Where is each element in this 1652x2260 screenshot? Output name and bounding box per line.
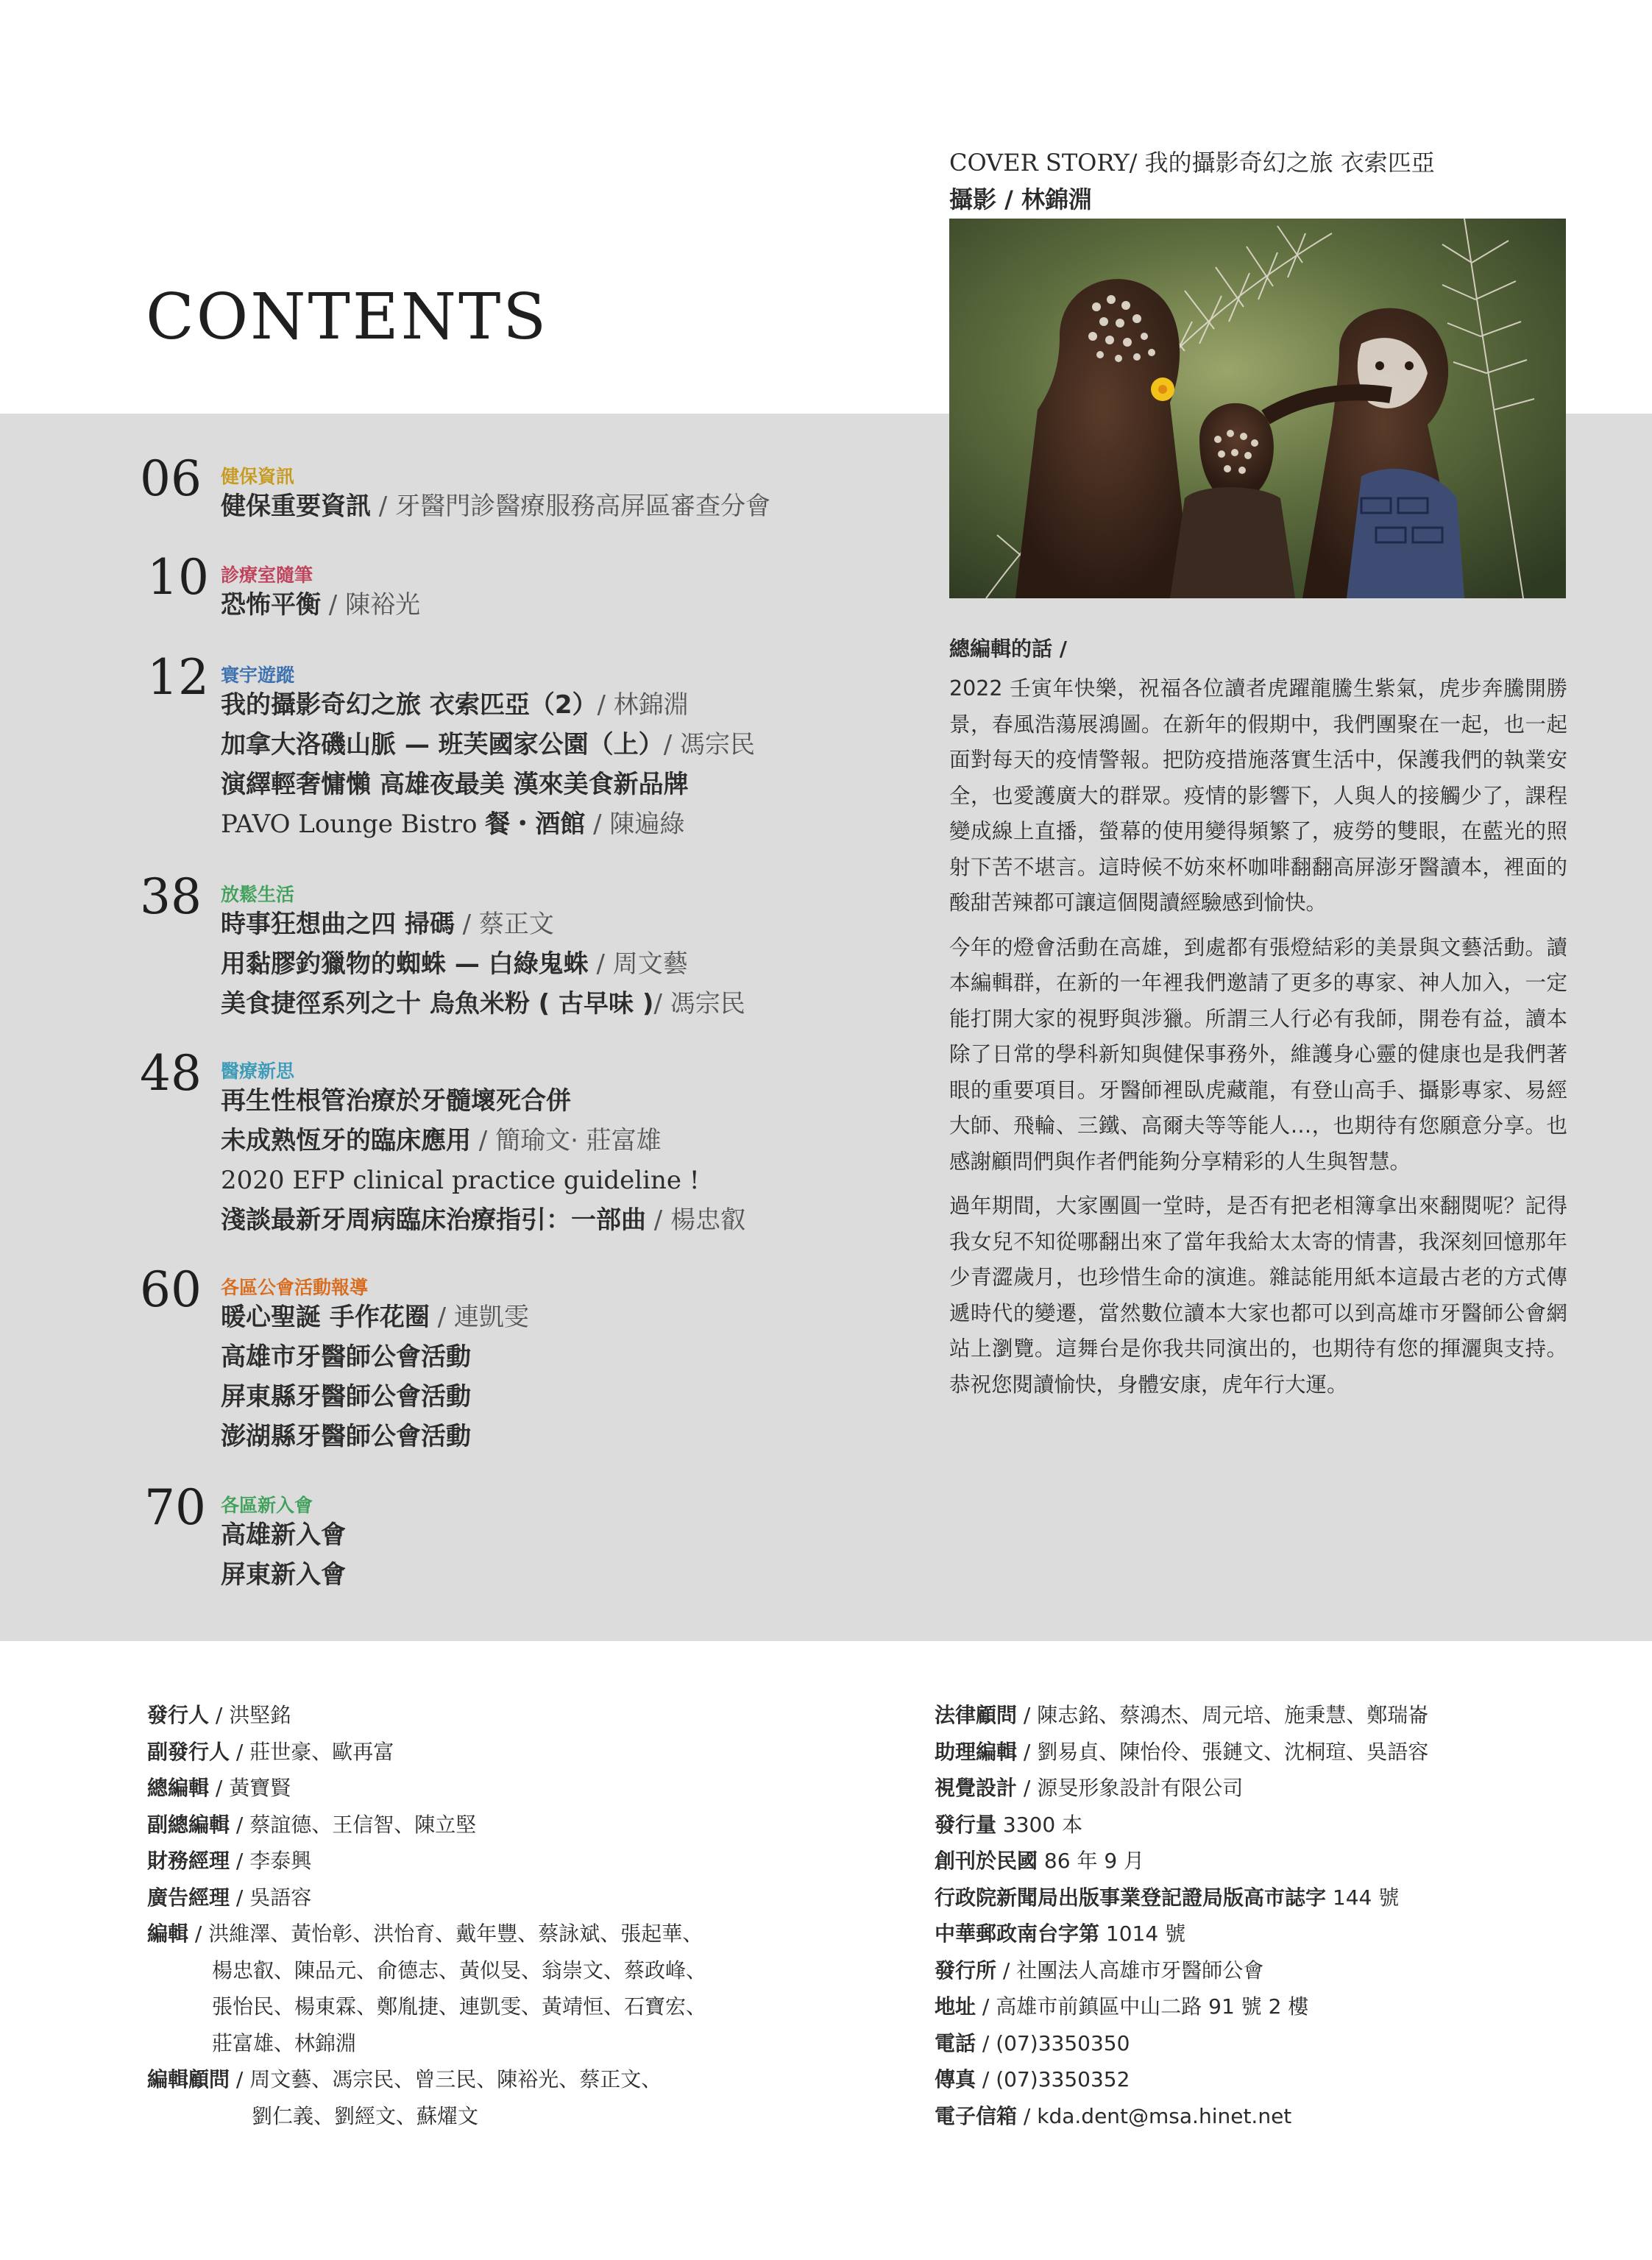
credit-row: 發行所 / 社團法人高雄市牙醫師公會 [935, 1958, 1264, 1983]
credit-row: 總編輯 / 黃寶賢 [147, 1776, 291, 1800]
cover-photographer-line: 攝影 / 林錦淵 [949, 185, 1092, 213]
toc-entry[interactable]: 高雄新入會 [221, 1520, 346, 1550]
toc-entry[interactable]: 再生性根管治療於牙髓壞死合併 [221, 1086, 571, 1116]
credit-row: 財務經理 / 李泰興 [147, 1849, 312, 1873]
credit-row: 發行量 3300 本 [935, 1812, 1083, 1837]
toc-entry[interactable]: 加拿大洛磯山脈 — 班芙國家公園（上）/ 馮宗民 [221, 730, 755, 759]
toc-entry[interactable]: PAVO Lounge Bistro 餐・酒館 / 陳遍綠 [221, 810, 685, 839]
toc-entry[interactable]: 演繹輕奢慵懶 高雄夜最美 漢來美食新品牌 [221, 770, 689, 799]
credit-row[interactable]: 電子信箱 / kda.dent@msa.hinet.net [935, 2103, 1292, 2128]
toc-entry[interactable]: 未成熟恆牙的臨床應用 / 簡瑜文· 莊富雄 [221, 1126, 662, 1155]
credit-row-continued: 楊忠叡、陳品元、俞德志、黃似旻、翁崇文、蔡政峰、 [212, 1958, 707, 1983]
toc-entry[interactable]: 淺談最新牙周病臨床治療指引：一部曲 / 楊忠叡 [221, 1205, 746, 1235]
toc-entry[interactable]: 高雄市牙醫師公會活動 [221, 1342, 471, 1372]
credit-row: 助理編輯 / 劉易貞、陳怡伶、張鏈文、沈桐瑄、吳語容 [935, 1739, 1429, 1764]
section-page-number: 48 [140, 1045, 202, 1102]
toc-entry[interactable]: 用黏膠釣獵物的蜘蛛 — 白綠鬼蛛 / 周文藝 [221, 949, 688, 979]
credit-row: 地址 / 高雄市前鎮區中山二路 91 號 2 樓 [935, 1994, 1309, 2019]
cover-caption [949, 144, 1435, 218]
section-page-number: 12 [147, 649, 209, 706]
credit-row: 視覺設計 / 源旻形象設計有限公司 [935, 1776, 1244, 1800]
toc-entry[interactable]: 屏東縣牙醫師公會活動 [221, 1382, 471, 1411]
toc-entry[interactable]: 我的攝影奇幻之旅 衣索匹亞（2）/ 林錦淵 [221, 690, 689, 720]
editor-note [949, 634, 1567, 1411]
email-link: / kda.dent@msa.hinet.net [1017, 2103, 1292, 2128]
toc-entry[interactable]: 健保重要資訊 / 牙醫門診醫療服務高屏區審查分會 [221, 492, 771, 521]
credit-row: 副發行人 / 莊世豪、歐再富 [147, 1739, 394, 1764]
section-category: 診療室隨筆 [221, 564, 313, 586]
credit-row: 編輯顧問 / 周文藝、馮宗民、曾三民、陳裕光、蔡正文、 [147, 2067, 662, 2091]
toc-entry[interactable]: 美食捷徑系列之十 烏魚米粉 ( 古早味 )/ 馮宗民 [221, 989, 745, 1019]
section-category: 各區新入會 [221, 1495, 313, 1516]
credit-row: 廣告經理 / 吳語容 [147, 1885, 312, 1910]
section-page-number: 10 [147, 549, 209, 606]
cover-story-line: COVER STORY/ 我的攝影奇幻之旅 衣索匹亞 [949, 149, 1435, 177]
section-page-number: 60 [140, 1261, 202, 1318]
credit-row: 電話 / (07)3350350 [935, 2030, 1130, 2055]
credits-left [147, 1697, 706, 2134]
toc-entry[interactable]: 2020 EFP clinical practice guideline ! [221, 1166, 700, 1195]
credit-row-continued: 張怡民、楊東霖、鄭胤捷、連凱雯、黃靖恒、石寶宏、 [212, 1994, 707, 2019]
credit-row: 傳真 / (07)3350352 [935, 2067, 1130, 2091]
credit-row: 發行人 / 洪堅銘 [147, 1703, 291, 1727]
editor-note-heading: 總編輯的話 / [949, 637, 1067, 661]
section-page-number: 38 [140, 868, 202, 925]
credit-row: 副總編輯 / 蔡誼德、王信智、陳立堅 [147, 1812, 477, 1837]
credit-row: 編輯 / 洪維澤、黃怡彰、洪怡育、戴年豐、蔡詠斌、張起華、 [147, 1921, 703, 1946]
editor-paragraph-1: 2022 壬寅年快樂，祝福各位讀者虎躍龍騰生紫氣，虎步奔騰開勝景，春風浩蕩展鴻圖。在新年的假期中，我們團聚在一起，也一起面對每天的疫情警報。把防疫措施落實生活中，保護我們的執業安全，也愛護廣大的群眾。疫情的影響下，人與人的接觸少了，課程變成線上直播，螢幕的使用變得頻繁了，疲勞的雙眼，在藍光的照射下苦不堪言。這時候不妨來杯咖啡翻翻高屏澎牙醫讀本，裡面的酸甜苦辣都可讓這個閱讀經驗感到愉快。 [949, 676, 1567, 915]
credits-right [935, 1697, 1428, 2134]
credit-row-continued: 莊富雄、林錦淵 [212, 2030, 357, 2055]
credit-row: 法律顧問 / 陳志銘、蔡鴻杰、周元培、施秉慧、鄭瑞崙 [935, 1703, 1429, 1727]
credit-row: 創刊於民國 86 年 9 月 [935, 1849, 1145, 1873]
section-category: 放鬆生活 [221, 884, 295, 905]
toc-entry[interactable]: 恐怖平衡 / 陳裕光 [221, 590, 421, 620]
editor-paragraph-3: 過年期間，大家團圓一堂時，是否有把老相簿拿出來翻閱呢？記得我女兒不知從哪翻出來了當年我給太太寄的情書，我深刻回憶那年少青澀歲月，也珍惜生命的演進。雜誌能用紙本這最古老的方式傳遞時代的變遷，當然數位讀本大家也都可以到高雄市牙醫師公會網站上瀏覽。這舞台是你我共同演出的，也期待有您的揮灑與支持。恭祝您閱讀愉快，身體安康，虎年行大運。 [949, 1194, 1567, 1397]
section-page-number: 70 [144, 1479, 206, 1536]
section-page-number: 06 [140, 450, 202, 507]
section-category: 各區公會活動報導 [221, 1277, 369, 1298]
credit-row: 行政院新聞局出版事業登記證局版高市誌字 144 號 [935, 1885, 1400, 1910]
section-category: 健保資訊 [221, 466, 295, 487]
credit-row-continued: 劉仁義、劉經文、蘇燿文 [252, 2103, 479, 2128]
section-category: 寰宇遊蹤 [221, 665, 295, 686]
editor-paragraph-2: 今年的燈會活動在高雄，到處都有張燈結彩的美景與文藝活動。讀本編輯群，在新的一年裡我們邀請了更多的專家、神人加入，一定能打開大家的視野與涉獵。所謂三人行必有我師，開卷有益，讀本除了日常的學科新知與健保事務外，維護身心靈的健康也是我們著眼的重要項目。牙醫師裡臥虎藏龍，有登山高手、攝影專家、易經大師、飛輪、三鐵、高爾夫等等能人…，也期待有您願意分享。也感謝顧問們與作者們能夠分享精彩的人生與智慧。 [949, 935, 1567, 1174]
toc-entry[interactable]: 時事狂想曲之四 掃碼 / 蔡正文 [221, 910, 554, 939]
cover-photo [949, 219, 1566, 598]
page-title: CONTENTS [146, 280, 549, 354]
toc-entry[interactable]: 暖心聖誕 手作花圈 / 連凱雯 [221, 1303, 529, 1332]
toc-entry[interactable]: 屏東新入會 [221, 1560, 346, 1590]
toc-entry[interactable]: 澎湖縣牙醫師公會活動 [221, 1422, 471, 1451]
section-category: 醫療新思 [221, 1060, 295, 1082]
credit-row: 中華郵政南台字第 1014 號 [935, 1921, 1186, 1946]
